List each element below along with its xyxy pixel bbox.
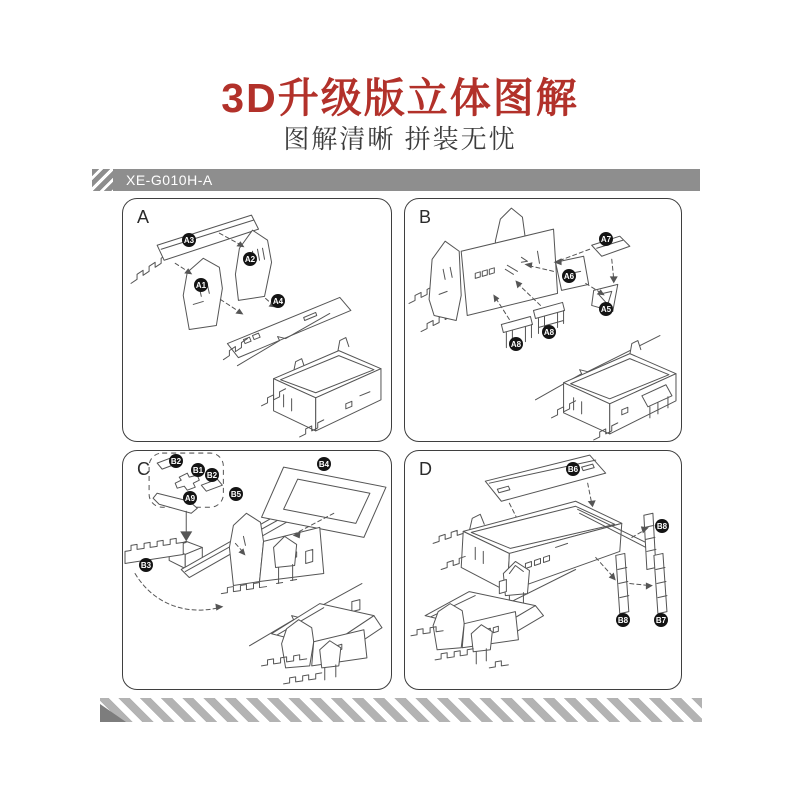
panel-c-illustration (123, 451, 391, 689)
panel-a-illustration (123, 199, 391, 441)
part-label-b2: B2 (169, 454, 183, 468)
part-label-b8: B8 (655, 519, 669, 533)
part-label-a9: A9 (183, 491, 197, 505)
panel-b (404, 198, 682, 442)
panel-letter-c: C (137, 459, 150, 479)
page-title: 3D升级版立体图解 (221, 75, 579, 122)
panel-b-illustration (405, 199, 681, 441)
exploded-parts (433, 455, 667, 614)
part-label-b7: B7 (654, 613, 668, 627)
assembled-model (262, 338, 381, 437)
part-label-a8: A8 (542, 325, 556, 339)
part-label-b8: B8 (616, 613, 630, 627)
exploded-parts (409, 208, 630, 348)
part-label-b2: B2 (205, 468, 219, 482)
part-label-a8: A8 (509, 337, 523, 351)
exploded-parts (125, 467, 386, 611)
part-label-b1: B1 (191, 463, 205, 477)
bottom-stripe-band (100, 698, 702, 722)
part-label-a7: A7 (599, 232, 613, 246)
panel-d-illustration (405, 451, 681, 689)
panel-letter-a: A (137, 207, 150, 227)
assembled-model (262, 600, 382, 684)
exploded-parts (131, 215, 351, 360)
part-label-a3: A3 (182, 233, 196, 247)
model-code-bar: XE-G010H-A (113, 169, 700, 191)
panel-d (404, 450, 682, 690)
panel-c (122, 450, 392, 690)
panel-a (122, 198, 392, 442)
panel-letter-d: D (419, 459, 432, 479)
part-label-b4: B4 (317, 457, 331, 471)
assembled-model (552, 341, 676, 440)
model-bar-row (92, 169, 700, 191)
part-label-b6: B6 (566, 462, 580, 476)
part-label-a1: A1 (194, 278, 208, 292)
part-label-b5: B5 (229, 487, 243, 501)
part-label-a5: A5 (599, 302, 613, 316)
part-label-a4: A4 (271, 294, 285, 308)
part-label-a6: A6 (562, 269, 576, 283)
stripe-band-start-triangle (100, 704, 126, 722)
panel-letter-b: B (419, 207, 432, 227)
page-subtitle: 图解清晰 拼装无忧 (283, 123, 517, 154)
striped-corner-decoration (92, 169, 113, 191)
part-label-b3: B3 (139, 558, 153, 572)
part-label-a2: A2 (243, 252, 257, 266)
